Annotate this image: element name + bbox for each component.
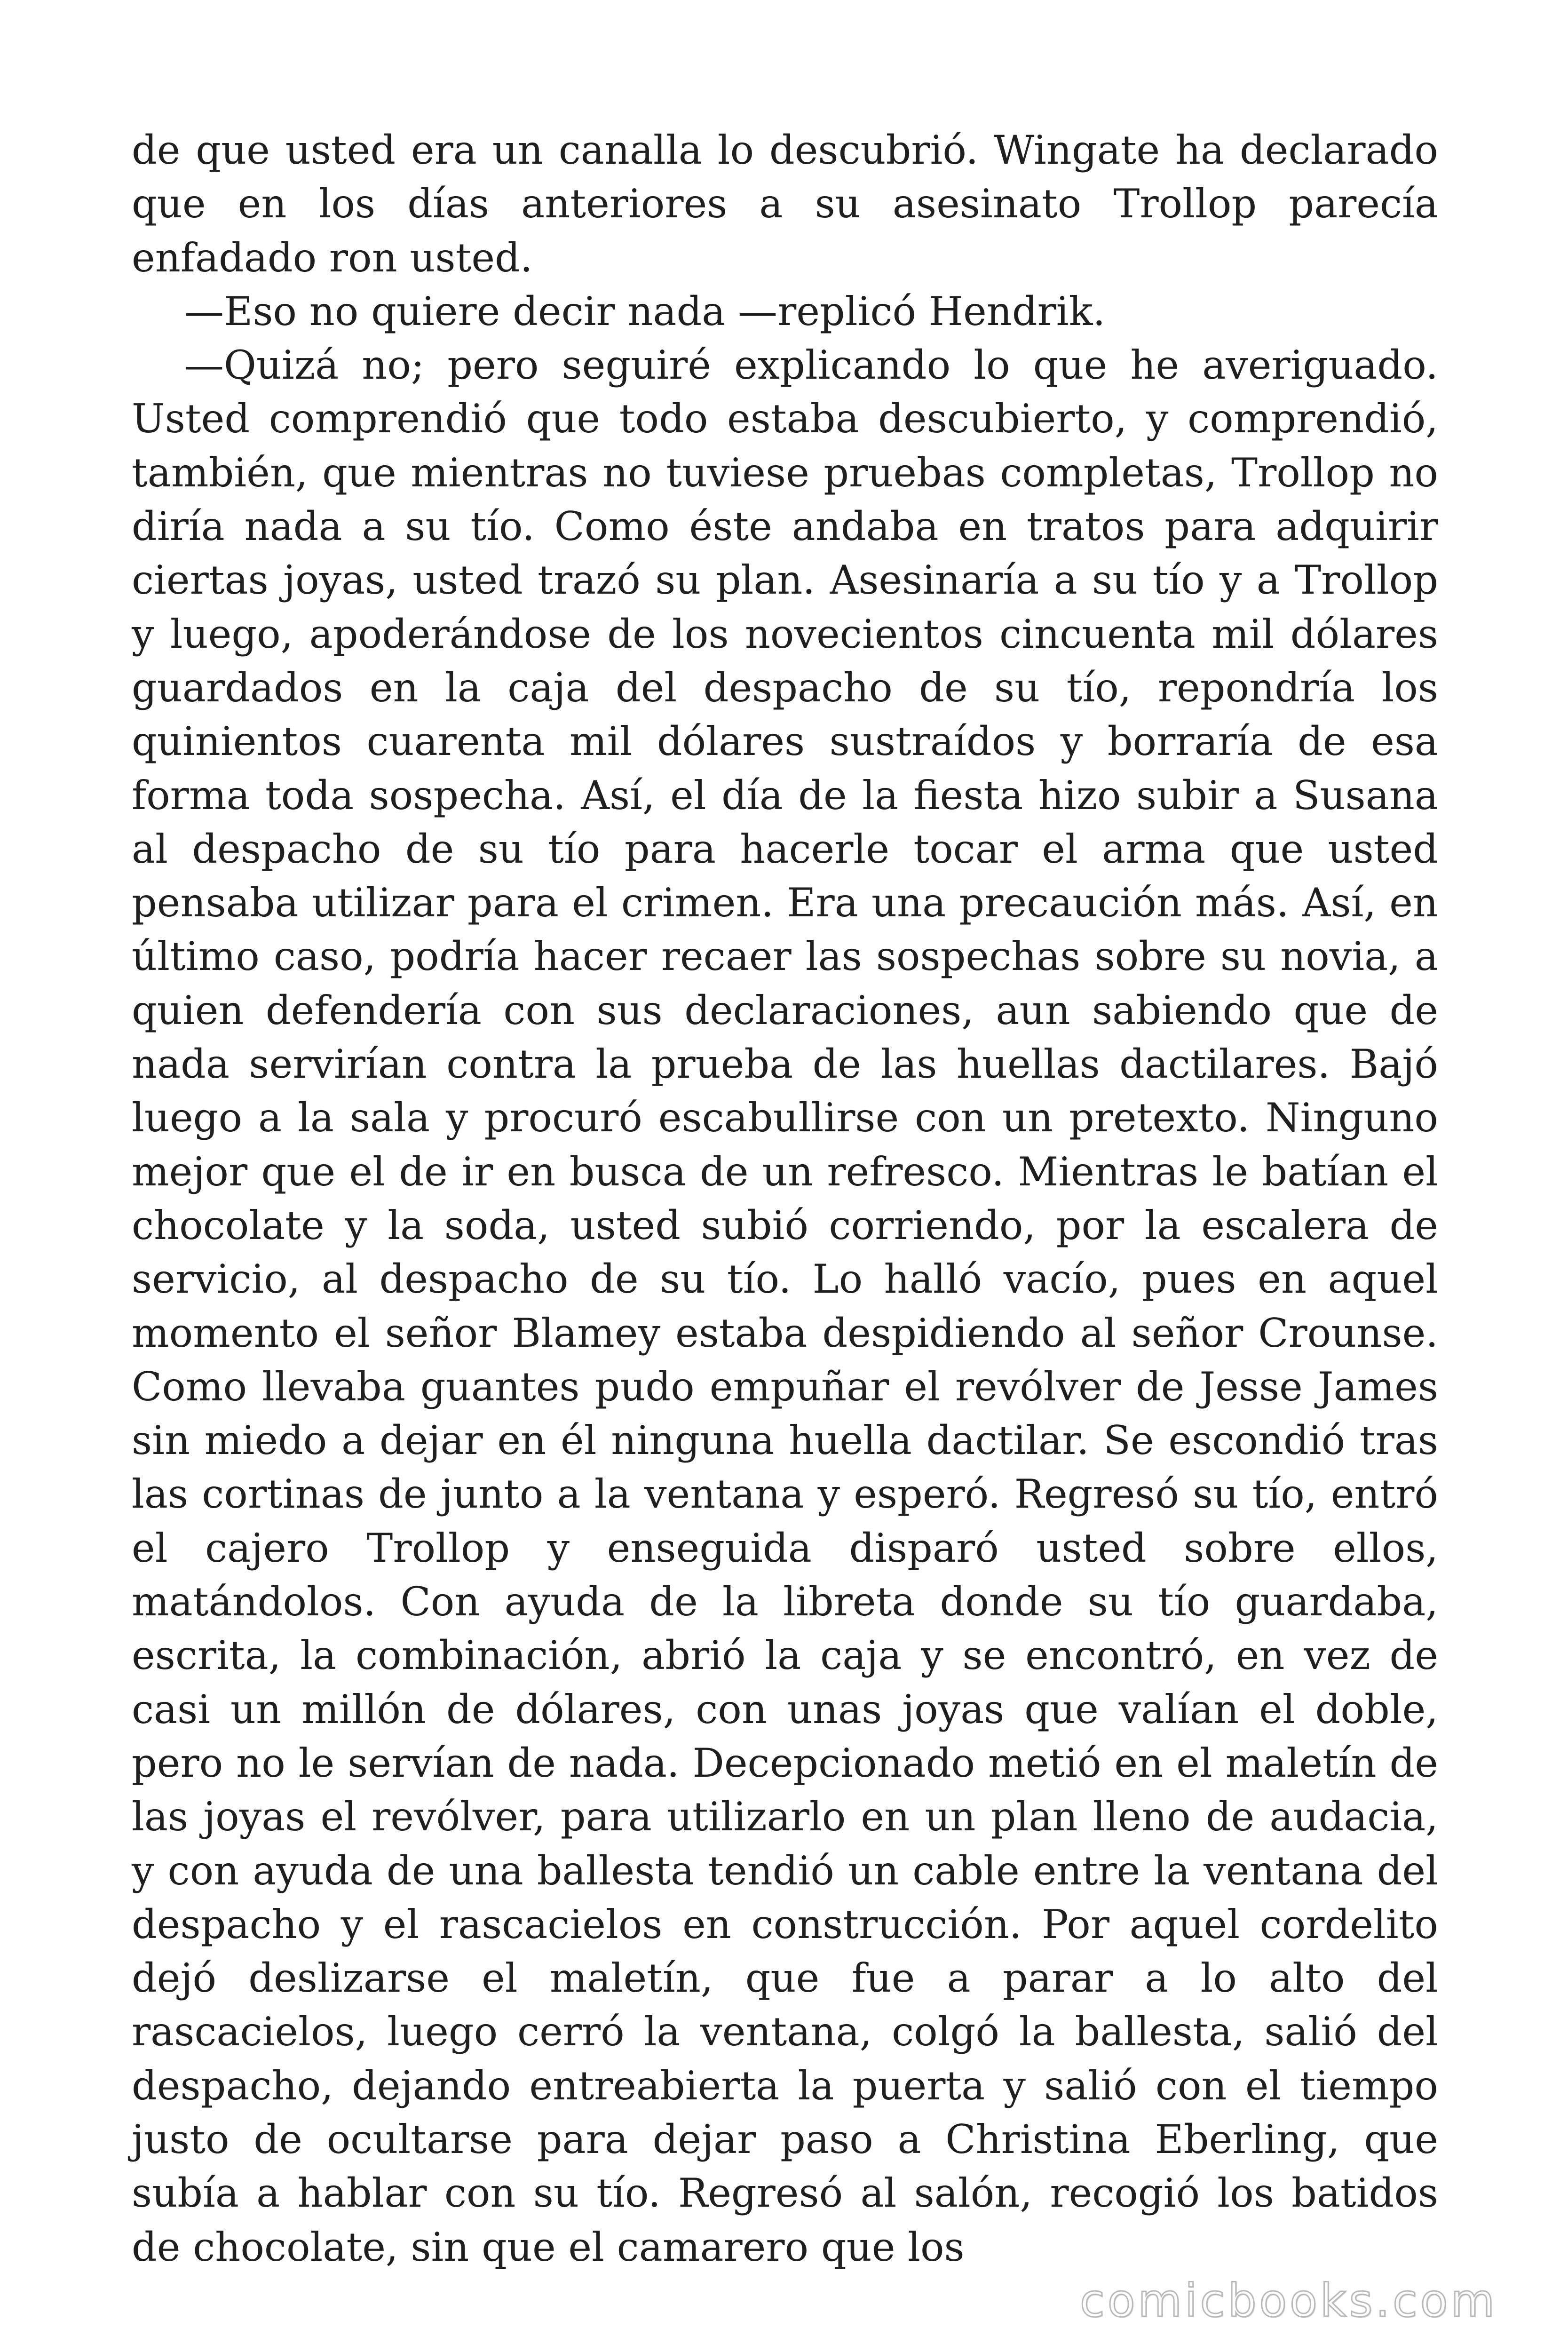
watermark-text: comicbooks.com [1079, 2274, 1497, 2327]
paragraph-3: —Quizá no; pero seguiré explicando lo que he averiguado. Usted comprendió que todo estaba descubierto, y comprendió, también, que mientras no tuviese pruebas completas, Trollop no diría nada a su tío. Como éste andaba en tratos para adquirir ciertas joyas, usted trazó su plan. Asesinaría a su tío y a Trollop y luego, apoderándose de los novecientos cincuenta mil dólares guardados en la caja del despacho de su tío, repondría los quinientos cuarenta mil dólares sustraídos y borraría de esa forma toda sospecha. Así, el día de la fiesta hizo subir a Susana al despacho de su tío para hacerle tocar el arma que usted pensaba utilizar para el crimen. Era una precaución más. Así, en último caso, podría hacer recaer las sospechas sobre su novia, a quien defendería con sus declaraciones, aun sabiendo que de nada servirían contra la prueba de las huellas dactilares. Bajó luego a la sala y procuró escabullirse con un pretexto. Ninguno mejor que el de ir en busca de un refresco. Mientras le batían el chocolate y la soda, usted subió corriendo, por la escalera de servicio, al despacho de su tío. Lo halló vacío, pues en aquel momento el señor Blamey estaba despidiendo al señor Crounse. Como llevaba guantes pudo empuñar el revólver de Jesse James sin miedo a dejar en él ninguna huella dactilar. Se escondió tras las cortinas de junto a la ventana y esperó. Regresó su tío, entró el cajero Trollop y enseguida disparó usted sobre ellos, matándolos. Con ayuda de la libreta donde su tío guardaba, escrita, la combinación, abrió la caja y se encontró, en vez de casi un millón de dólares, con unas joyas que valían el doble, pero no le servían de nada. Decepcionado metió en el maletín de las joyas el revólver, para utilizarlo en un plan lleno de audacia, y con ayuda de una ballesta tendió un cable entre la ventana del despacho y el rascacielos en construcción. Por aquel cordelito dejó deslizarse el maletín, que fue a parar a lo alto del rascacielos, luego cerró la ventana, colgó la ballesta, salió del despacho, dejando entreabierta la puerta y salió con el tiempo justo de ocultarse para dejar paso a Christina Eberling, que subía a hablar con su tío. Regresó al salón, recogió los batidos de chocolate, sin que el camarero que los [132, 342, 1438, 2270]
paragraph-1: de que usted era un canalla lo descubrió. Wingate ha declarado que en los días anteriores a su asesinato Trollop parecía enfadado ron usted. [132, 127, 1438, 281]
paragraph-2: —Eso no quiere decir nada —replicó Hendrik. [184, 288, 1106, 334]
page-text [132, 123, 1438, 2274]
